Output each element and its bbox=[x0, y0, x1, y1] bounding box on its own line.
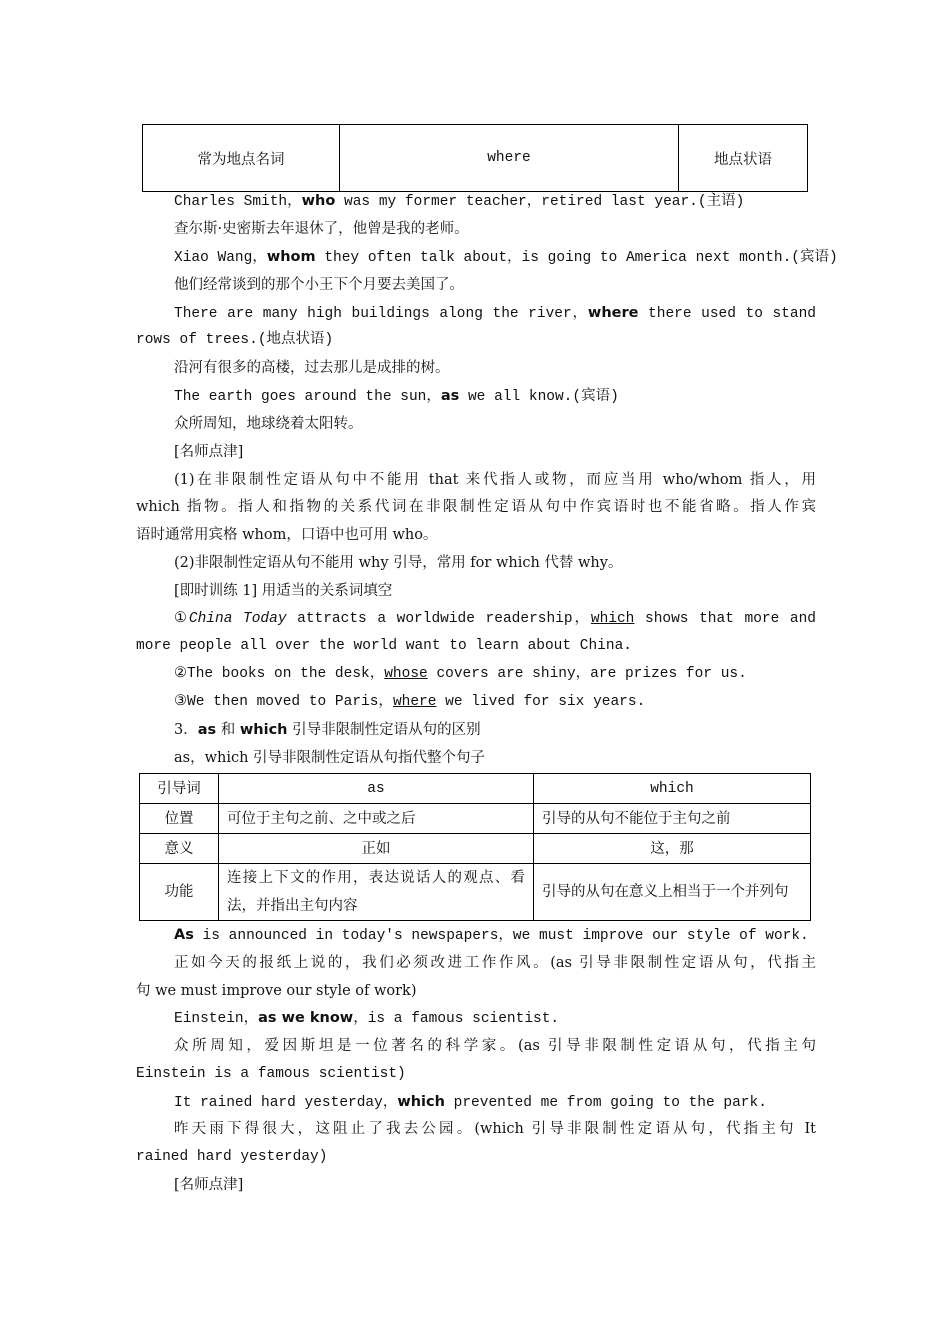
relative-word-table-tail bbox=[142, 124, 808, 192]
example-translation: 他们经常谈到的那个小王下个月要去美国了。 bbox=[174, 277, 464, 293]
drill-item: ②The books on the desk，whose covers are shiny，are prizes for us. bbox=[174, 666, 747, 682]
example-sentence: Xiao Wang，whom they often talk about，is going to America next month.(宾语) bbox=[174, 249, 838, 266]
table-row bbox=[140, 804, 811, 834]
example-translation: 正如今天的报纸上说的，我们必须改进工作作风。(as 引导非限制性定语从句，代指主 bbox=[174, 955, 816, 971]
table-header-cell: as bbox=[219, 774, 534, 804]
table-cell: 位置 bbox=[140, 804, 219, 834]
example-sentence-cont: rows of trees.(地点状语) bbox=[136, 332, 334, 348]
example-translation: 查尔斯·史密斯去年退休了，他曾是我的老师。 bbox=[174, 221, 469, 237]
example-sentence: The earth goes around the sun，as we all know.(宾语) bbox=[174, 388, 619, 405]
tip-label: [名师点津] bbox=[174, 444, 244, 460]
example-translation: 众所周知，地球绕着太阳转。 bbox=[174, 416, 363, 432]
table-header-row bbox=[140, 774, 811, 804]
as-which-comparison-table bbox=[139, 773, 811, 921]
drill-item-cont: more people all over the world want to learn about China. bbox=[136, 638, 632, 654]
table-cell: 意义 bbox=[140, 834, 219, 864]
tip-text: (2)非限制性定语从句不能用 why 引导，常用 for which 代替 why。 bbox=[174, 555, 623, 571]
tip-text: which 指物。指人和指物的关系代词在非限制性定语从句中作宾语时也不能省略。指人作宾 bbox=[136, 499, 816, 515]
table-cell: 正如 bbox=[219, 834, 534, 864]
answer-blank: which bbox=[590, 611, 635, 627]
table-row bbox=[140, 864, 811, 921]
example-translation-cont: Einstein is a famous scientist) bbox=[136, 1066, 406, 1082]
example-sentence: Einstein，as we know，is a famous scientist. bbox=[174, 1010, 560, 1027]
table-header-cell: 引导词 bbox=[140, 774, 219, 804]
tip-text: (1)在非限制性定语从句中不能用 that 来代指人或物，而应当用 who/whom 指人，用 bbox=[174, 472, 816, 488]
example-sentence: As is announced in today's newspapers，we must improve our style of work. bbox=[174, 927, 809, 944]
example-sentence: It rained hard yesterday，which prevented me from going to the park. bbox=[174, 1094, 767, 1111]
example-sentence: There are many high buildings along the river，where there used to stand bbox=[174, 305, 816, 322]
example-translation: 昨天雨下得很大，这阻止了我去公园。(which 引导非限制性定语从句，代指主句 It bbox=[174, 1121, 816, 1137]
example-translation-cont: 句 we must improve our style of work) bbox=[136, 983, 417, 999]
example-translation: 众所周知，爱因斯坦是一位著名的科学家。(as 引导非限制性定语从句，代指主句 bbox=[174, 1038, 816, 1054]
table-cell: 引导的从句在意义上相当于一个并列句 bbox=[534, 864, 811, 921]
table-row bbox=[140, 834, 811, 864]
drill-title: [即时训练 1] 用适当的关系词填空 bbox=[174, 583, 393, 599]
example-translation: 沿河有很多的高楼，过去那儿是成排的树。 bbox=[174, 360, 450, 376]
tip-label: [名师点津] bbox=[174, 1177, 244, 1193]
table-cell: 引导的从句不能位于主句之前 bbox=[534, 804, 811, 834]
table-cell: 功能 bbox=[140, 864, 219, 921]
tip-text: 语时通常用宾格 whom，口语中也可用 who。 bbox=[136, 527, 438, 543]
drill-item: ③We then moved to Paris，where we lived for six years. bbox=[174, 694, 646, 710]
answer-blank: where bbox=[392, 694, 437, 710]
table-row bbox=[143, 125, 808, 192]
table-header-cell: which bbox=[534, 774, 811, 804]
table-cell: 连接上下文的作用，表达说话人的观点、看法，并指出主句内容 bbox=[219, 864, 534, 921]
table-cell: 这，那 bbox=[534, 834, 811, 864]
example-sentence: Charles Smith，who was my former teacher，retired last year.(主语) bbox=[174, 193, 745, 210]
table-cell: 可位于主句之前、之中或之后 bbox=[219, 804, 534, 834]
drill-item: ①China Today attracts a worldwide readership，which shows that more and bbox=[174, 611, 817, 627]
section-subheading: as，which 引导非限制性定语从句指代整个句子 bbox=[174, 750, 486, 766]
table-cell: 常为地点名词 bbox=[143, 125, 340, 192]
table-cell: where bbox=[340, 125, 679, 192]
answer-blank: whose bbox=[384, 666, 428, 682]
example-translation-cont: rained hard yesterday) bbox=[136, 1149, 328, 1165]
section-heading: 3．as 和 which 引导非限制性定语从句的区别 bbox=[174, 722, 481, 738]
table-cell: 地点状语 bbox=[679, 125, 808, 192]
